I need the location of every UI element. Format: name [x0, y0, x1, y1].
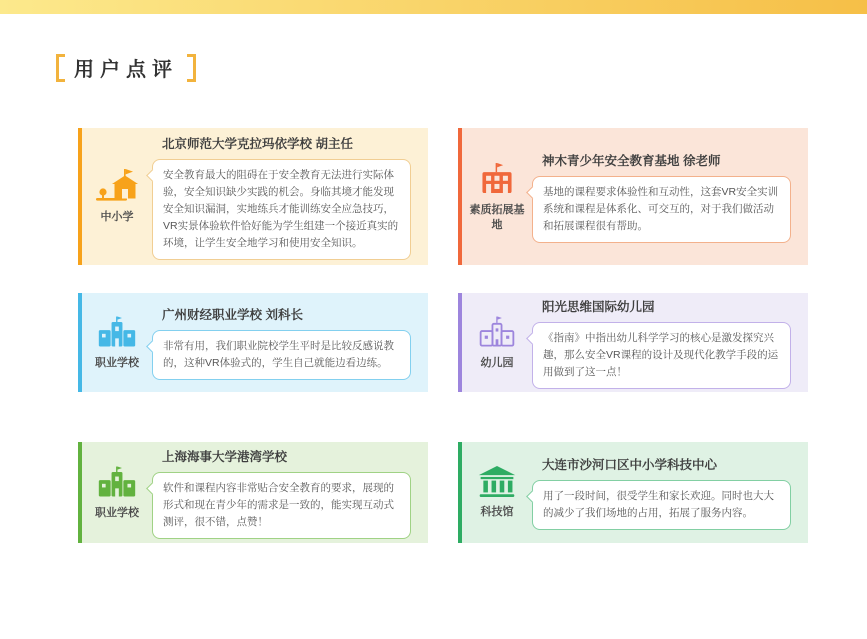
science-museum-icon: [477, 465, 517, 498]
category-column: [82, 293, 152, 392]
reviewer-name: 北京师范大学克拉玛依学校 胡主任: [162, 136, 353, 151]
category-label: 幼儿园: [480, 356, 514, 369]
category-label: 科技馆: [480, 506, 514, 519]
testimonial-card: [78, 128, 428, 265]
category-column: [82, 442, 152, 543]
review-bubble: [532, 322, 791, 389]
review-text: 用了一段时间，很受学生和家长欢迎。同时也大大的减少了我们场地的占用，拓展了服务内容。: [543, 490, 774, 519]
school-building-icon: [97, 465, 137, 499]
training-base-icon: [477, 161, 517, 196]
vocational-school-icon: [97, 315, 137, 349]
review-bubble: [152, 159, 411, 260]
category-column: [462, 442, 532, 543]
page-title: [56, 53, 196, 82]
category-column: [82, 128, 152, 265]
category-label: 中小学: [100, 211, 134, 224]
page-title-text: 用户点评: [74, 59, 178, 81]
left-bracket-icon: [56, 54, 65, 82]
review-text: 基地的课程要求体验性和互动性，这套VR安全实训系统和课程是体系化、可交互的，对于我们做活动和拓展课程很有帮助。: [543, 185, 779, 232]
testimonial-card: [458, 293, 808, 392]
reviewer-name: 阳光思维国际幼儿园: [542, 299, 655, 314]
reviewer-name: 神木青少年安全教育基地 徐老师: [542, 153, 721, 168]
testimonial-card: [458, 128, 808, 265]
right-bracket-icon: [187, 54, 196, 82]
review-text: 非常有用，我们职业院校学生平时是比较反感说教的，这种VR体验式的，学生自己就能边看边练。: [163, 340, 394, 369]
category-column: [462, 293, 532, 392]
top-gradient-bar: [0, 0, 867, 14]
review-bubble: [152, 330, 411, 380]
review-bubble: [152, 472, 411, 539]
reviewer-name: 广州财经职业学校 刘科长: [162, 308, 303, 322]
testimonial-card: [458, 442, 808, 543]
review-text: 安全教育最大的阻碍在于安全教育无法进行实际体验，安全知识缺少实践的机会。身临其境才能发现安全知识漏洞，实地练兵才能训练安全应急技巧，VR实景体验软件恰好能为学生组建一个接近真实的环境，让学生安全地学习和使用安全知识。: [163, 168, 399, 249]
kindergarten-icon: [477, 315, 517, 349]
testimonial-card: [78, 293, 428, 392]
review-text: 软件和课程内容非常贴合安全教育的要求，展现的形式和现在青少年的需求是一致的，能实现互动式测评，很不错，点赞！: [163, 481, 394, 528]
category-column: [462, 128, 532, 265]
reviewer-name: 上海海事大学港湾学校: [162, 449, 288, 464]
primary-school-icon: [95, 168, 139, 203]
category-label: 职业学校: [95, 506, 139, 519]
review-text: 《指南》中指出幼儿科学学习的核心是激发探究兴趣，那么安全VR课程的设计及现代化教学手段的运用做到了这一点！: [543, 331, 779, 378]
reviewer-name: 大连市沙河口区中小学科技中心: [542, 458, 718, 472]
category-label: 职业学校: [95, 356, 139, 369]
testimonial-card: [78, 442, 428, 543]
category-label: 素质拓展基地: [469, 204, 525, 231]
review-bubble: [532, 176, 791, 243]
review-bubble: [532, 480, 791, 530]
